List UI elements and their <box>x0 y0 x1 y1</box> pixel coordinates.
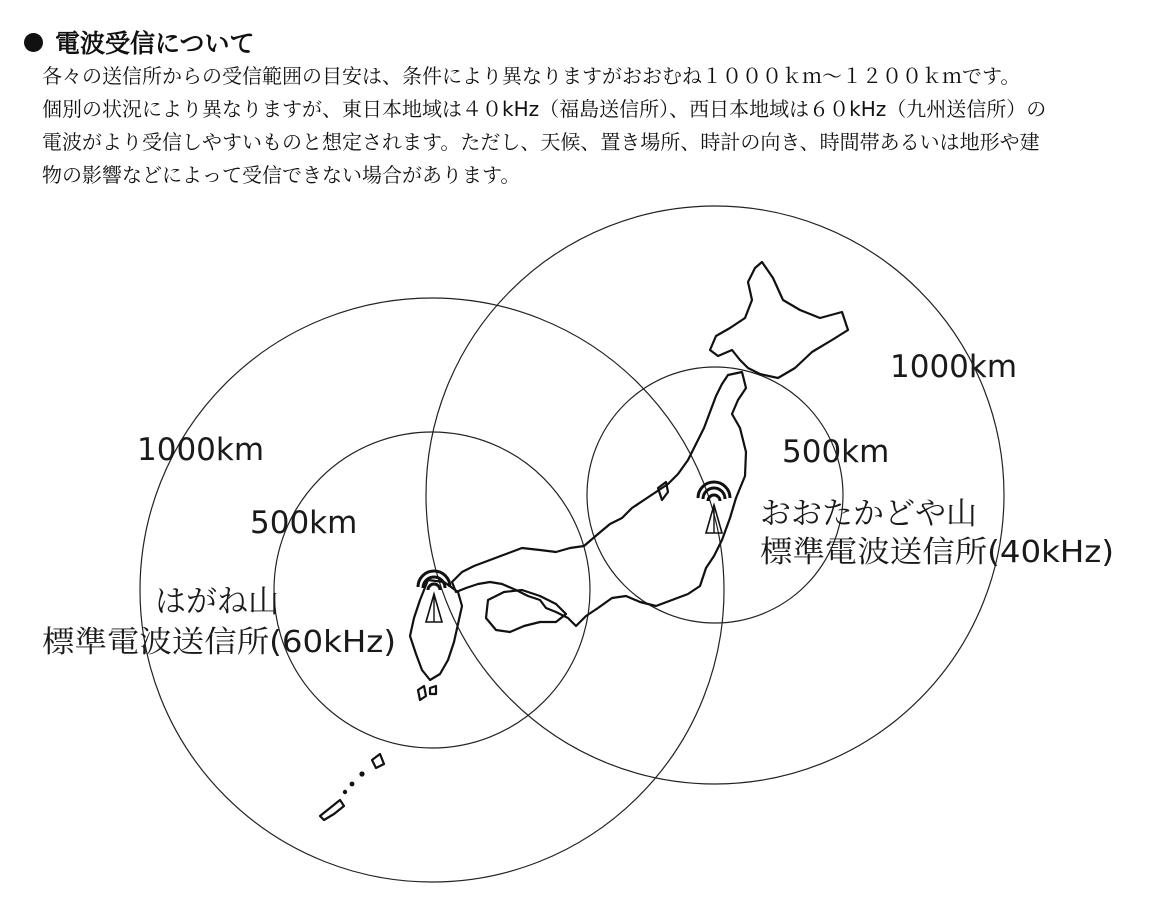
paragraph-line-3: 電波がより受信しやすいものと想定されます。ただし、天候、置き場所、時計の向き、時間帯あるいは地形や建 <box>42 130 1040 154</box>
paragraph-line-1: 各々の送信所からの受信範囲の目安は、条件により異なりますがおおむね１０００ｋｍ〜１２００ｋｍです。 <box>42 64 1021 88</box>
tower-icon <box>418 571 450 622</box>
east-outer-range-label: 1000km <box>890 349 1018 385</box>
west-station-name: はがね山 <box>155 584 279 620</box>
west-inner-range-label: 500km <box>250 505 358 541</box>
paragraph-line-4: 物の影響などによって受信できない場合があります。 <box>42 163 521 187</box>
kyushu-outline <box>410 580 462 680</box>
east-inner-range-label: 500km <box>782 434 890 470</box>
okinawa-island <box>320 800 344 820</box>
east-station-label: 標準電波送信所(40kHz) <box>760 535 1114 570</box>
west-station-label: 標準電波送信所(60kHz) <box>42 625 397 660</box>
sado-island <box>658 482 668 500</box>
nansei-islands <box>343 771 365 794</box>
paragraph-line-2: 個別の状況により異なりますが、東日本地域は４０kHz（福島送信所）、西日本地域は６０kHz（九州送信所）の <box>42 97 1047 121</box>
hokkaido-outline <box>710 262 848 378</box>
west-inner-range-circle <box>274 432 590 748</box>
east-station-name: おおたかどや山 <box>760 496 977 532</box>
yakushima-island <box>430 686 436 694</box>
tanegashima-island <box>418 686 426 700</box>
west-outer-range-label: 1000km <box>137 432 265 468</box>
tower-icon <box>698 482 730 533</box>
heading-text: 電波受信について <box>55 29 255 58</box>
amami-island <box>372 754 384 768</box>
